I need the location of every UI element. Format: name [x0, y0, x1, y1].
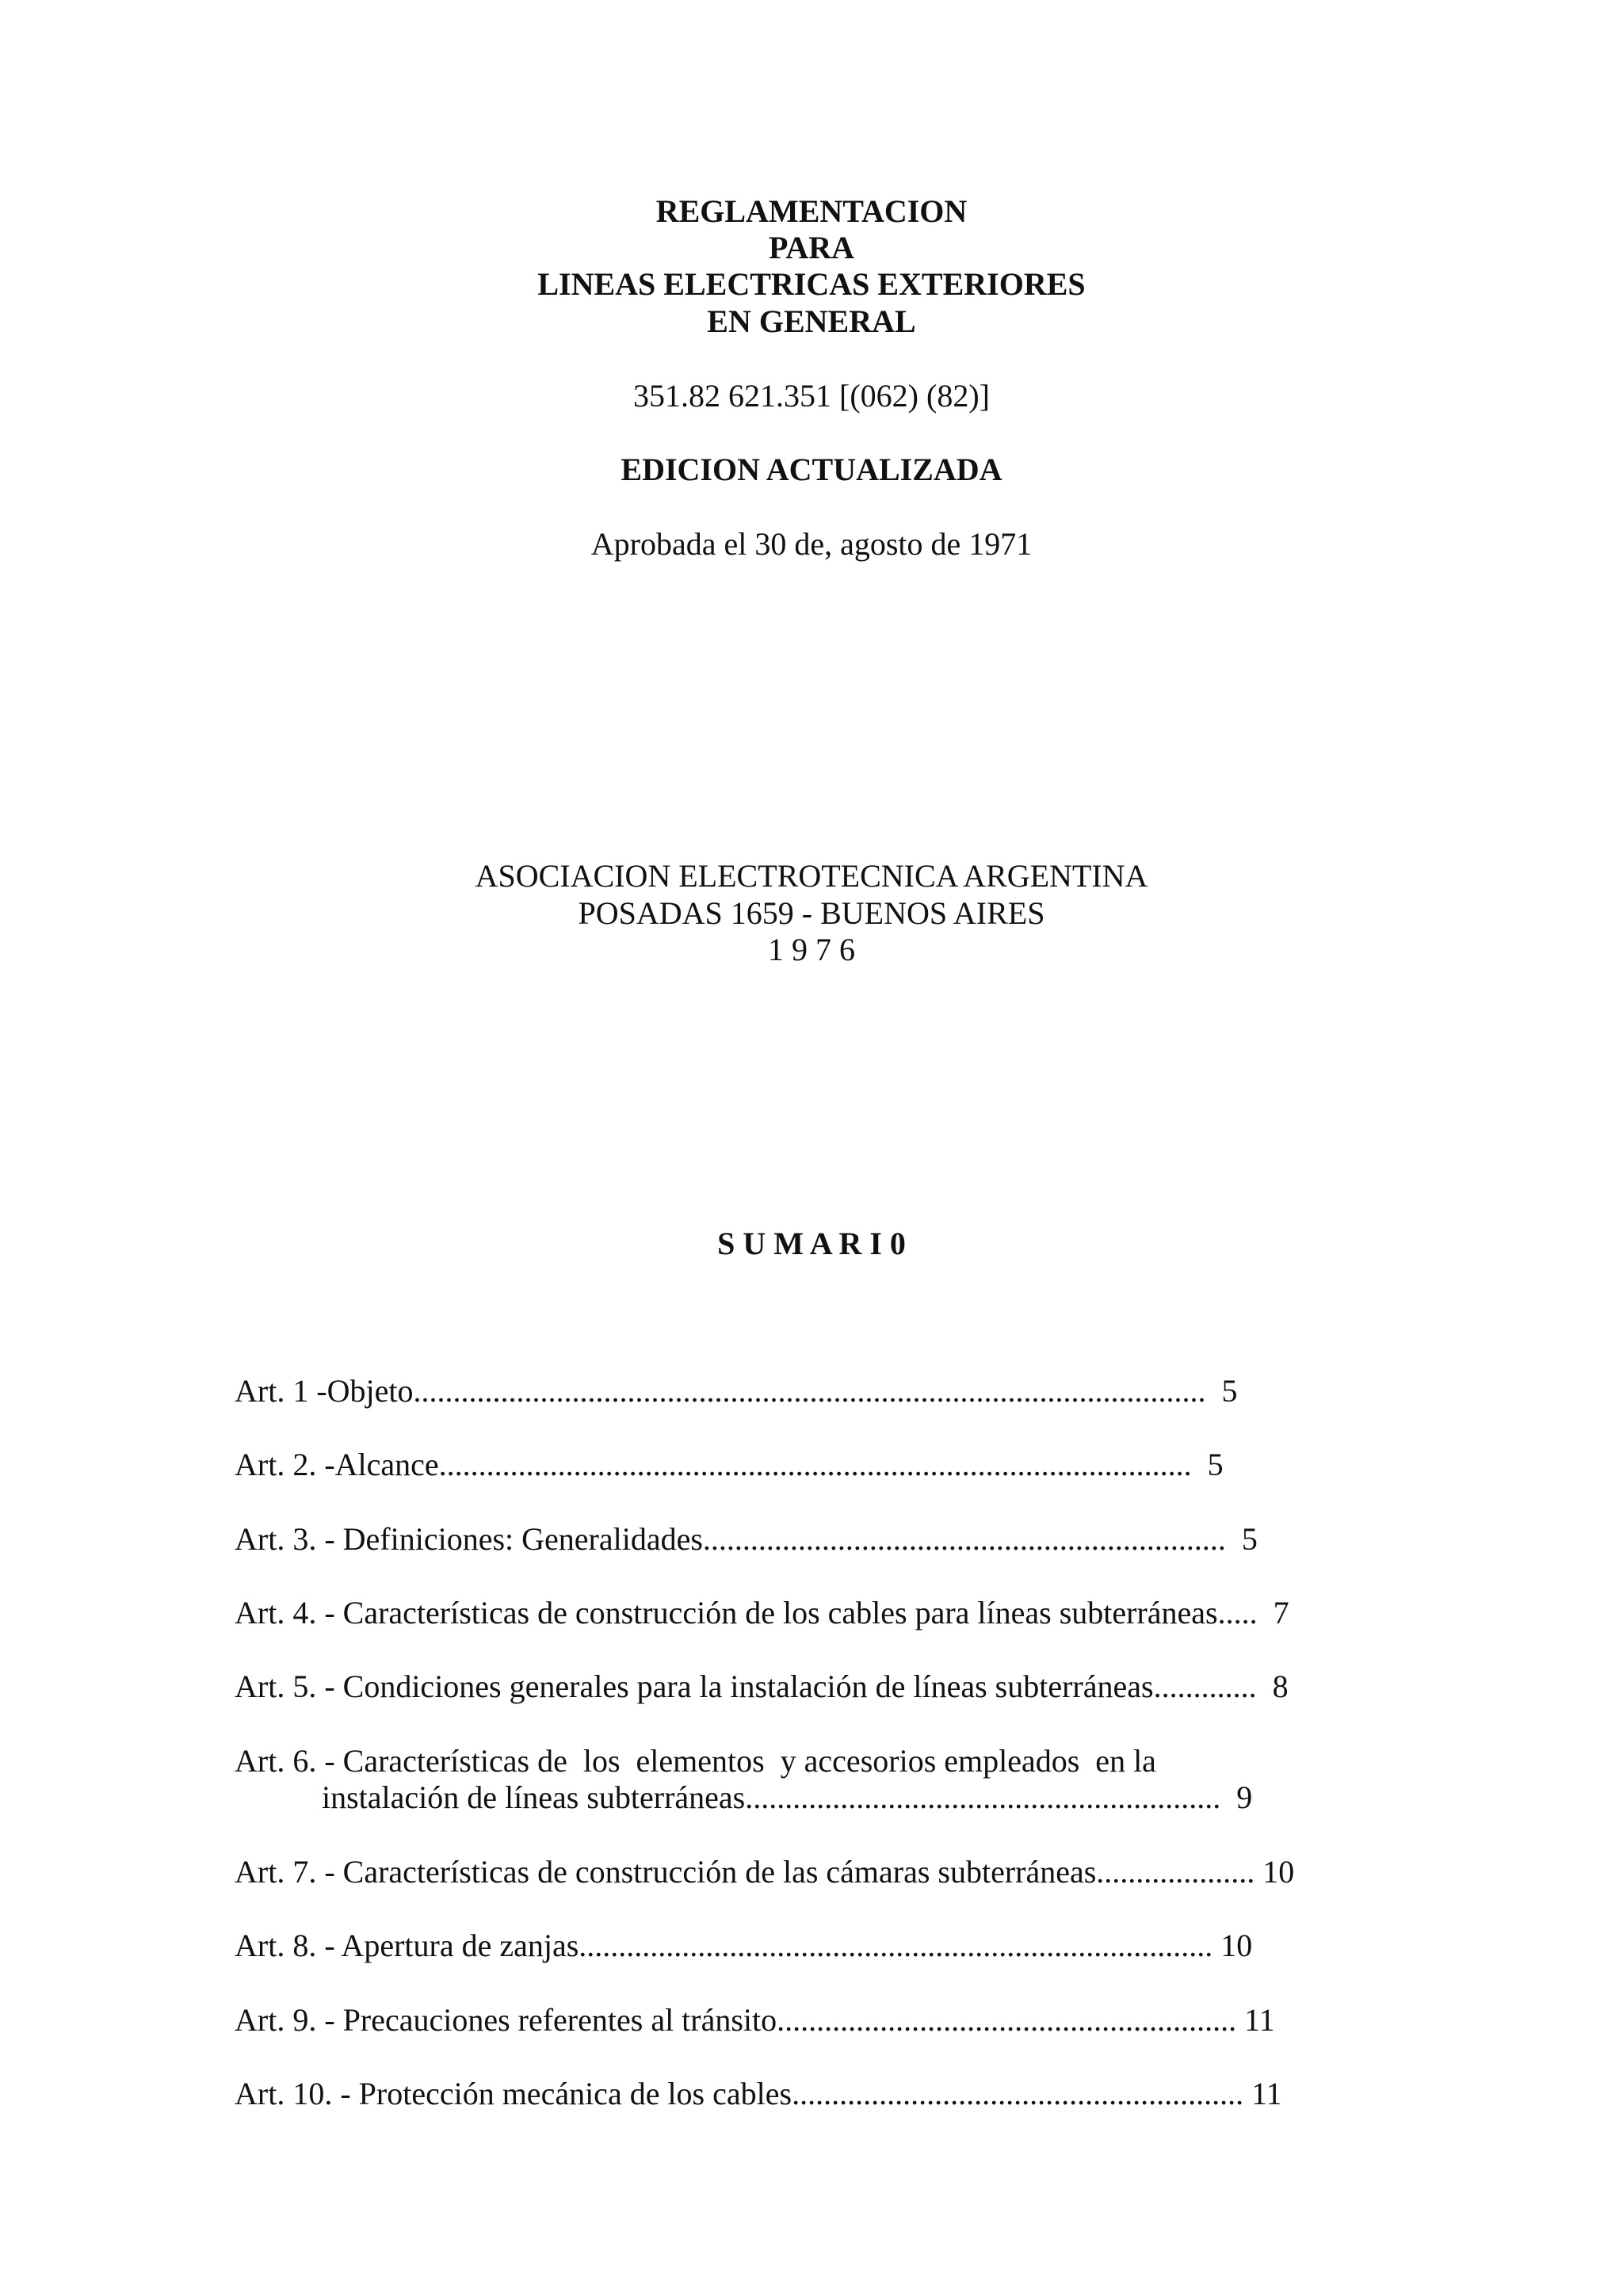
summary-entry-art-10: Art. 10. - Protección mecánica de los cables......................................................... 11 [235, 2076, 1282, 2111]
publication-year: 1 9 7 6 [768, 932, 855, 967]
summary-entry-art-2: Art. 2. -Alcance............................................................................................... 5 [235, 1447, 1224, 1482]
publisher-name: ASOCIACION ELECTROTECNICA ARGENTINA [475, 858, 1148, 894]
summary-entry-art-1: Art. 1 -Objeto.................................................................................................... 5 [235, 1373, 1238, 1409]
summary-entry-art-7: Art. 7. - Características de construcción de las cámaras subterráneas.................... 10 [235, 1854, 1295, 1890]
summary-entry-art-6: Art. 6. - Características de los elementos y accesorios empleados en la [235, 1743, 1156, 1779]
summary-entry-art-8: Art. 8. - Apertura de zanjas................................................................................ 10 [235, 1928, 1253, 1963]
summary-entry-art-6-continued: instalación de líneas subterráneas............................................................ 9 [235, 1779, 1253, 1815]
title-line-4: EN GENERAL [707, 303, 916, 339]
summary-heading: S U M A R I 0 [717, 1226, 906, 1261]
edition-label: EDICION ACTUALIZADA [621, 452, 1002, 487]
title-line-3: LINEAS ELECTRICAS EXTERIORES [537, 266, 1086, 302]
publisher-address: POSADAS 1659 - BUENOS AIRES [578, 895, 1045, 931]
summary-entry-art-5: Art. 5. - Condiciones generales para la instalación de líneas subterráneas............. 8 [235, 1669, 1289, 1704]
title-line-1: REGLAMENTACION [655, 193, 968, 229]
summary-entry-art-4: Art. 4. - Características de construcción de los cables para líneas subterráneas..... 7 [235, 1595, 1289, 1630]
summary-entry-art-9: Art. 9. - Precauciones referentes al tránsito.......................................................... 11 [235, 2002, 1275, 2038]
classification-code: 351.82 621.351 [(062) (82)] [633, 378, 990, 414]
summary-entry-art-3: Art. 3. - Definiciones: Generalidades.................................................................. 5 [235, 1521, 1258, 1557]
title-line-2: PARA [768, 230, 855, 265]
approval-date: Aprobada el 30 de, agosto de 1971 [590, 526, 1033, 562]
